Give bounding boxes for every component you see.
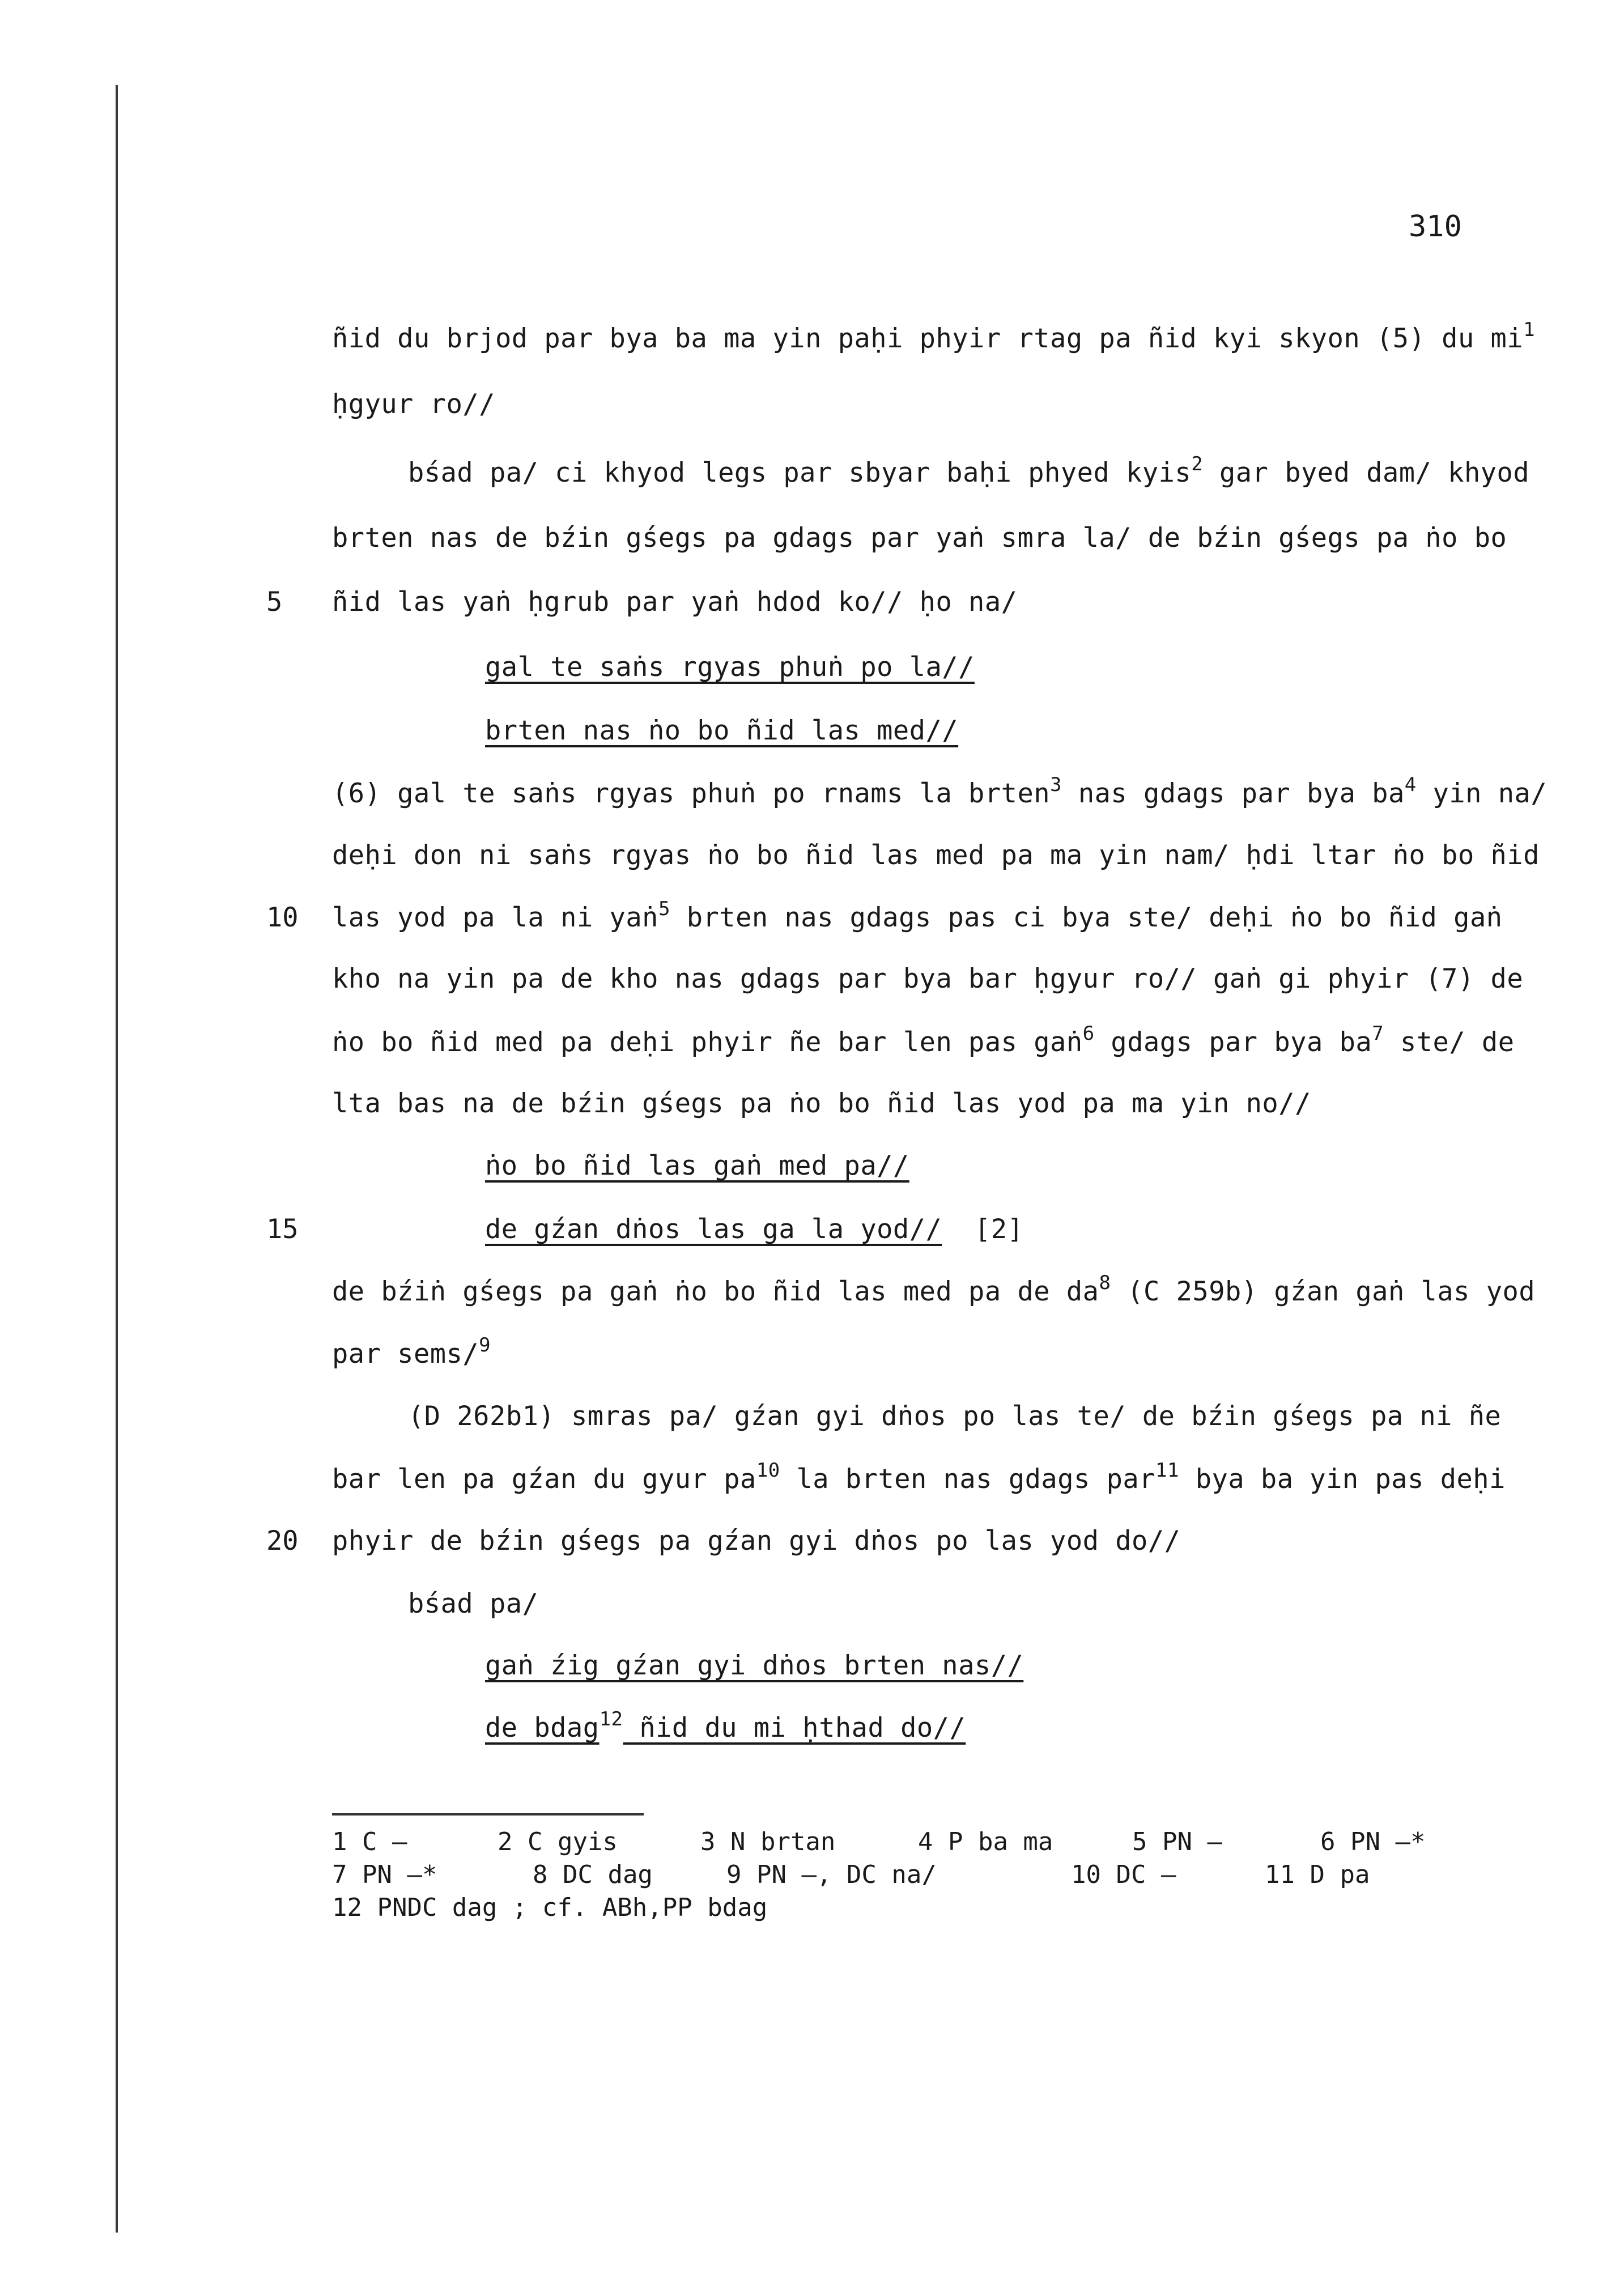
- footnote-ref: 8: [1099, 1272, 1111, 1294]
- line-number: 10: [266, 902, 299, 933]
- line-text-tail: nas gdags par bya ba: [1062, 778, 1405, 809]
- line-text: bar len pa gźan du gyur pa: [332, 1464, 756, 1495]
- footnote-ref: 7: [1372, 1022, 1384, 1045]
- footnote-ref: 6: [1082, 1022, 1095, 1045]
- verse-line: [485, 652, 975, 683]
- footnote: 9 PN —, DC na/: [726, 1860, 937, 1889]
- line-text: de gźan dṅos las ga la yod//: [485, 1214, 942, 1245]
- line-text-tail: ñid du mi ḥthad do//: [623, 1712, 966, 1744]
- verse-line: [485, 715, 958, 746]
- footnote: 1 C —: [332, 1827, 407, 1856]
- verse-line: [485, 1214, 1023, 1245]
- text-line: [332, 1459, 1506, 1495]
- line-text: ṅo bo ñid las gaṅ med pa//: [485, 1150, 909, 1181]
- margin-line: [116, 85, 118, 2233]
- footnote: 6 PN —*: [1320, 1827, 1426, 1856]
- text-line: [408, 1588, 538, 1619]
- text-line: [332, 898, 1503, 933]
- text-line: [332, 1022, 1515, 1058]
- footnote-ref: 5: [658, 898, 670, 920]
- line-text: gal te saṅs rgyas phuṅ po la//: [485, 652, 975, 683]
- text-line: [408, 1401, 1501, 1432]
- line-text: (6) gal te saṅs rgyas phuṅ po rnams la brten: [332, 778, 1051, 809]
- line-text: par sems/: [332, 1338, 479, 1370]
- line-text-tail: brten nas gdags pas ci bya ste/ deḥi ṅo bo ñid gaṅ: [670, 902, 1503, 933]
- line-text-tail: bya ba yin pas deḥi: [1179, 1464, 1506, 1495]
- line-text: phyir de bźin gśegs pa gźan gyi dṅos po las yod do//: [332, 1525, 1181, 1557]
- verse-line: [485, 1708, 966, 1744]
- text-line: [332, 963, 1523, 994]
- line-text-tail: gar byed dam/ khyod: [1203, 457, 1530, 488]
- line-text: kho na yin pa de kho nas gdags par bya bar ḥgyur ro// gaṅ gi phyir (7) de: [332, 963, 1524, 994]
- verse-line: [485, 1150, 909, 1181]
- footnote-ref: 2: [1191, 453, 1204, 475]
- line-number: 15: [266, 1214, 299, 1245]
- footnote-rule: [332, 1813, 644, 1815]
- footnote-ref: 3: [1050, 773, 1062, 796]
- line-text: lta bas na de bźin gśegs pa ṅo bo ñid las yod pa ma yin no//: [332, 1088, 1311, 1119]
- line-text-tail: la brten nas gdags par: [780, 1464, 1155, 1495]
- text-line: [332, 773, 1548, 809]
- footnote-ref: 1: [1523, 318, 1536, 341]
- line-number: 20: [266, 1525, 299, 1557]
- line-text: gaṅ źig gźan gyi dṅos brten nas//: [485, 1650, 1024, 1681]
- line-text: (D 262b1) smras pa/ gźan gyi dṅos po las te/ de bźin gśegs pa ni ñe: [408, 1401, 1502, 1432]
- line-text: de bdag: [485, 1712, 600, 1744]
- line-text-tail: gdags par bya ba: [1094, 1027, 1372, 1058]
- line-text: ñid las yaṅ ḥgrub par yaṅ hdod ko// ḥo na/: [332, 586, 1018, 618]
- line-text-tail: [2]: [942, 1214, 1024, 1245]
- line-text: bśad pa/ ci khyod legs par sbyar baḥi phyed kyis: [408, 457, 1192, 488]
- footnote-ref: 12: [599, 1708, 623, 1730]
- line-text: bśad pa/: [408, 1588, 539, 1619]
- line-text-tail: yin na/: [1416, 778, 1548, 809]
- text-line: [332, 586, 1017, 618]
- line-text: ṅo bo ñid med pa deḥi phyir ñe bar len pas gaṅ: [332, 1027, 1083, 1058]
- footnote: 11 D pa: [1265, 1860, 1370, 1889]
- line-text: de bźiṅ gśegs pa gaṅ ṅo bo ñid las med pa de da: [332, 1276, 1099, 1307]
- footnote: 7 PN —*: [332, 1860, 437, 1889]
- text-line: [332, 318, 1536, 354]
- line-text: brten nas ṅo bo ñid las med//: [485, 715, 959, 746]
- line-text: ñid du brjod par bya ba ma yin paḥi phyir rtag pa ñid kyi skyon (5) du mi: [332, 323, 1524, 354]
- footnote: 3 N brtan: [700, 1827, 836, 1856]
- footnote: 8 DC dag: [533, 1860, 653, 1889]
- text-line: [332, 522, 1507, 554]
- line-text-tail: ste/ de: [1384, 1027, 1515, 1058]
- line-text: ḥgyur ro//: [332, 389, 495, 420]
- footnote: 4 P ba ma: [918, 1827, 1053, 1856]
- line-text: brten nas de bźin gśegs pa gdags par yaṅ smra la/ de bźin gśegs pa ṅo bo: [332, 522, 1507, 554]
- text-line: [332, 1334, 491, 1370]
- line-text: las yod pa la ni yaṅ: [332, 902, 658, 933]
- footnote-ref: 4: [1404, 773, 1417, 796]
- text-line: [332, 1525, 1180, 1557]
- verse-line: [485, 1650, 1023, 1681]
- footnote: 5 PN —: [1132, 1827, 1222, 1856]
- line-text: deḥi don ni saṅs rgyas ṅo bo ñid las med pa ma yin nam/ ḥdi ltar ṅo bo ñid: [332, 840, 1540, 871]
- text-line: [332, 1088, 1311, 1119]
- page-number: 310: [1409, 210, 1462, 244]
- text-line: [332, 840, 1540, 871]
- footnote-ref: 11: [1155, 1459, 1179, 1482]
- footnote: 2 C gyis: [498, 1827, 618, 1856]
- text-line: [332, 1272, 1536, 1307]
- text-line: [332, 389, 495, 420]
- text-line: [408, 453, 1530, 488]
- line-text-tail: (C 259b) gźan gaṅ las yod: [1111, 1276, 1536, 1307]
- line-number: 5: [266, 586, 283, 618]
- footnote-ref: 10: [756, 1459, 780, 1482]
- footnote: 12 PNDC dag ; cf. ABh,PP bdag: [332, 1893, 768, 1922]
- footnote-ref: 9: [479, 1334, 491, 1357]
- footnote: 10 DC —: [1071, 1860, 1176, 1889]
